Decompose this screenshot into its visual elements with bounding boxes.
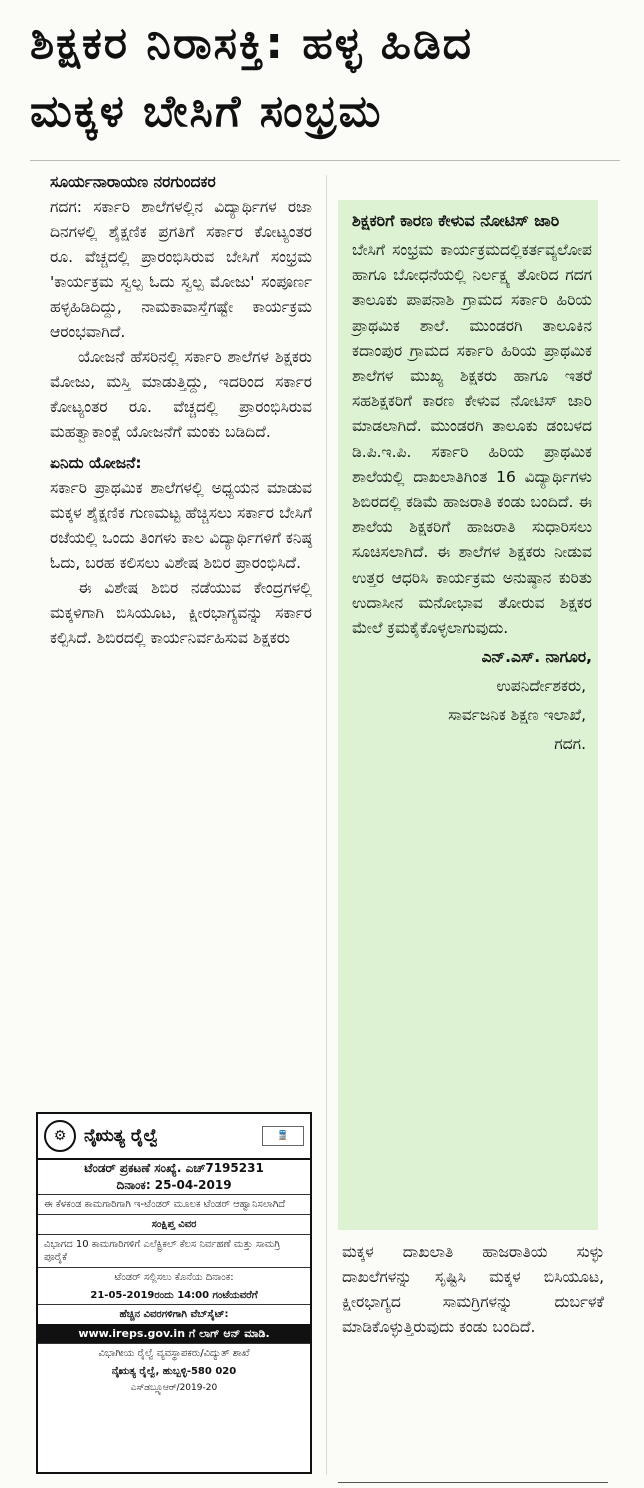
left-column — [50, 170, 312, 651]
ad-tender-number: ಟೆಂಡರ್ ಪ್ರಕಟಣೆ ಸಂಖ್ಯೆ. ಎಚ್7195231 — [84, 1161, 264, 1175]
column-divider — [326, 175, 327, 1475]
box-title: ಶಿಕ್ಷಕರಿಗೆ ಕಾರಣ ಕೇಳುವ ನೋಟಿಸ್ ಜಾರಿ — [352, 211, 560, 230]
ad-website: www.ireps.gov.in ಗೆ ಲಾಗ್ ಆನ್ ಮಾಡಿ. — [38, 1324, 310, 1343]
headline-line-1: ಶಿಕ್ಷಕರ ನಿರಾಸಕ್ತಿ: ಹಳ್ಳ ಹಿಡಿದ — [30, 18, 474, 69]
headline — [30, 10, 630, 146]
paragraph-3: ಸರ್ಕಾರಿ ಪ್ರಾಥಮಿಕ ಶಾಲೆಗಳಲ್ಲಿ ಅಧ್ಯಯನ ಮಾಡುವ ಮಕ್ಕಳ ಶೈಕ್ಷಣಿಕ ಗುಣಮಟ್ಟ ಹೆಚ್ಚಿಸಲು ಸರ್ಕಾರ ಬೇಸಿಗೆ ರಜೆಯಲ್ಲಿ ಒಂದು ತಿಂಗಳು ಕಾಲ ವಿದ್ಯಾರ್ಥಿಗಳಿಗೆ ಕನಿಷ್ಠ ಓದು, ಬರಹ ಕಲಿಸಲು ವಿಶೇಷ ಶಿಬಿರ ಪ್ರಾರಂಭಿಸಿದೆ. — [50, 479, 312, 572]
ad-date: ದಿನಾಂಕ: 25-04-2019 — [116, 1178, 232, 1192]
box-body: ಬೇಸಿಗೆ ಸಂಭ್ರಮ ಕಾರ್ಯಕ್ರಮದಲ್ಲಿಕರ್ತವ್ಯಲೋಪ ಹಾಗೂ ಬೋಧನೆಯಲ್ಲಿ ನಿರ್ಲಕ್ಷ್ಯ ತೋರಿದ ಗದಗ ತಾಲೂಕು ಪಾಪನಾಶಿ ಗ್ರಾಮದ ಸರ್ಕಾರಿ ಹಿರಿಯ ಪ್ರಾಥಮಿಕ ಶಾಲೆ. ಮುಂಡರಗಿ ತಾಲೂಕಿನ ಕದಾಂಪುರ ಗ್ರಾಮದ ಸರ್ಕಾರಿ ಹಿರಿಯ ಪ್ರಾಥಮಿಕ ಶಾಲೆಗಳ ಮುಖ್ಯ ಶಿಕ್ಷಕರು ಹಾಗೂ ಇತರೆ ಸಹಶಿಕ್ಷಕರಿಗೆ ಕಾರಣ ಕೇಳುವ ನೋಟಿಸ್ ಜಾರಿ ಮಾಡಲಾಗಿದೆ. ಮುಂಡರಗಿ ತಾಲೂಕು ಡಂಬಳದ ಡಿ.ಪಿ.ಇ.ಪಿ. ಸರ್ಕಾರಿ ಹಿರಿಯ ಪ್ರಾಥಮಿಕ ಶಾಲೆಯಲ್ಲಿ ದಾಖಲಾತಿಗಿಂತ 16 ವಿದ್ಯಾರ್ಥಿಗಳು ಶಿಬಿರದಲ್ಲಿ ಕಡಿಮೆ ಹಾಜರಾತಿ ಕಂಡು ಬಂದಿದೆ. ಈ ಶಾಲೆಯ ಶಿಕ್ಷಕರಿಗೆ ಹಾಜರಾತಿ ಸುಧಾರಿಸಲು ಸೂಚಿಸಲಾಗಿದೆ. ಈ ಶಾಲೆಗಳ ಶಿಕ್ಷಕರು ನೀಡುವ ಉತ್ತರ ಆಧರಿಸಿ ಕಾರ್ಯಕ್ರಮ ಅನುಷ್ಠಾನ ಕುರಿತು ಉದಾಸೀನ ಮನೋಭಾವ ತೋರುವ ಶಿಕ್ಷಕರ ಮೇಲೆ ಕ್ರಮಕೈಕೊಳ್ಳಲಾಗುವುದು. — [352, 241, 592, 638]
ad-work: ವಿಭಾಗದ 10 ಕಾಮಗಾರಿಗಳಿಗೆ ಎಲೆಕ್ಟ್ರಿಕಲ್ ಕೆಲಸ ನಿರ್ವಹಣೆ ಮತ್ತು ಸಾಮಗ್ರಿ ಪೂರೈಕೆ — [38, 1234, 310, 1267]
sidebar-box — [338, 200, 598, 1230]
railway-logo-icon: ⚙ — [44, 1120, 76, 1152]
ad-closing: 21-05-2019ರಂದು 14:00 ಗಂಟೆಯವರೆಗೆ — [90, 1290, 258, 1301]
paragraph-2: ಯೋಜನೆ ಹೆಸರಿನಲ್ಲಿ ಸರ್ಕಾರಿ ಶಾಲೆಗಳ ಶಿಕ್ಷಕರು ಮೋಜು, ಮಸ್ತಿ ಮಾಡುತ್ತಿದ್ದು, ಇದರಿಂದ ಸರ್ಕಾರ ಕೋಟ್ಯಂತರ ರೂ. ವೆಚ್ಚದಲ್ಲಿ ಪ್ರಾರಂಭಿಸಿರುವ ಮಹತ್ವಾಕಾಂಕ್ಷೆ ಯೋಜನೆಗೆ ಮಂಕು ಬಡಿದಿದೆ. — [50, 348, 312, 441]
ad-header — [38, 1114, 310, 1160]
paragraph-1: ಗದಗ: ಸರ್ಕಾರಿ ಶಾಲೆಗಳಲ್ಲಿನ ವಿದ್ಯಾರ್ಥಿಗಳ ರಜಾ ದಿನಗಳಲ್ಲಿ ಶೈಕ್ಷಣಿಕ ಪ್ರಗತಿಗೆ ಸರ್ಕಾರ ಕೋಟ್ಯಂತರ ರೂ. ವೆಚ್ಚದಲ್ಲಿ ಪ್ರಾರಂಭಿಸಿರುವ ಬೇಸಿಗೆ ಸಂಭ್ರಮ 'ಕಾರ್ಯಕ್ರಮ ಸ್ವಲ್ಪ ಓದು ಸ್ವಲ್ಪ ಮೋಜು' ಸಂಪೂರ್ಣ ಹಳ್ಳಹಿಡಿದಿದ್ದು, ನಾಮಕಾವಾಸ್ತೆಗಷ್ಟೇ ಕಾರ್ಯಕ್ರಮ ಆರಂಭವಾಗಿದೆ. — [50, 198, 312, 341]
signature-name: ಎನ್.ಎಸ್. ನಾಗೂರ, — [481, 648, 592, 667]
ad-org-name: ನೈಋತ್ಯ ರೈಲ್ವೆ — [84, 1125, 159, 1146]
ad-address: ನೈಋತ್ಯ ರೈಲ್ವೆ, ಹುಬ್ಬಳ್ಳಿ-580 020 — [111, 1366, 237, 1377]
signature-title: ಉಪನಿರ್ದೇಶಕರು, — [496, 677, 586, 696]
signature-dept: ಸಾರ್ವಜನಿಕ ಶಿಕ್ಷಣ ಇಲಾಖೆ, — [448, 706, 586, 725]
ad-closing-label: ಟೆಂಡರ್ ಸಲ್ಲಿಸಲು ಕೊನೆಯ ದಿನಾಂಕ: — [38, 1267, 310, 1287]
ad-footer-code: ಎಸ್‌ಡಬ್ಲ್ಯೂಆರ್/2019-20 — [130, 1383, 218, 1393]
paragraph-4: ಈ ವಿಶೇಷ ಶಿಬಿರ ನಡೆಯುವ ಕೇಂದ್ರಗಳಲ್ಲಿ ಮಕ್ಕಳಿಗಾಗಿ ಬಿಸಿಯೂಟ, ಕ್ಷೀರಭಾಗ್ಯವನ್ನು ಸರ್ಕಾರ ಕಲ್ಪಿಸಿದೆ. ಶಿಬಿರದಲ್ಲಿ ಕಾರ್ಯನಿರ್ವಹಿಸುವ ಶಿಕ್ಷಕರು — [50, 579, 312, 647]
bottom-rule — [338, 1482, 608, 1483]
ad-issuer: ವಿಭಾಗೀಯ ರೈಲ್ವೆ ವ್ಯವಸ್ಥಾಪಕರು/ವಿದ್ಯುತ್ ಶಾಖೆ — [38, 1343, 310, 1363]
tender-advertisement — [36, 1112, 312, 1474]
continuation-text: ಮಕ್ಕಳ ದಾಖಲಾತಿ ಹಾಜರಾತಿಯ ಸುಳ್ಳು ದಾಖಲೆಗಳನ್ನು ಸೃಷ್ಟಿಸಿ ಮಕ್ಕಳ ಬಿಸಿಯೂಟ, ಕ್ಷೀರಭಾಗ್ಯದ ಸಾಮಗ್ರಿಗಳನ್ನು ದುರ್ಬಳಕೆ ಮಾಡಿಕೊಳ್ಳುತ್ತಿರುವುದು ಕಂಡು ಬಂದಿದೆ. — [342, 1243, 604, 1336]
ad-brief-label: ಸಂಕ್ಷಿಪ್ತ ವಿವರ — [38, 1214, 310, 1234]
top-rule — [30, 160, 620, 161]
byline: ಸೂರ್ಯನಾರಾಯಣ ನರಗುಂದಕರ — [50, 173, 216, 191]
ad-intro: ಈ ಕೆಳಕಂಡ ಕಾಮಗಾರಿಗಾಗಿ ಇ-ಟೆಂಡರ್ ಮೂಲಕ ಟೆಂಡರ್ ಆಹ್ವಾನಿಸಲಾಗಿದೆ — [38, 1194, 310, 1214]
train-icon: 🚆 — [262, 1126, 304, 1146]
subheading: ಏನಿದು ಯೋಜನೆ: — [50, 454, 142, 472]
ad-more-info: ಹೆಚ್ಚಿನ ವಿವರಗಳಿಗಾಗಿ ವೆಬ್‌ಸೈಟ್: — [38, 1304, 310, 1324]
headline-line-2: ಮಕ್ಕಳ ಬೇಸಿಗೆ ಸಂಭ್ರಮ — [30, 86, 383, 137]
signature-place: ಗದಗ. — [554, 735, 586, 754]
